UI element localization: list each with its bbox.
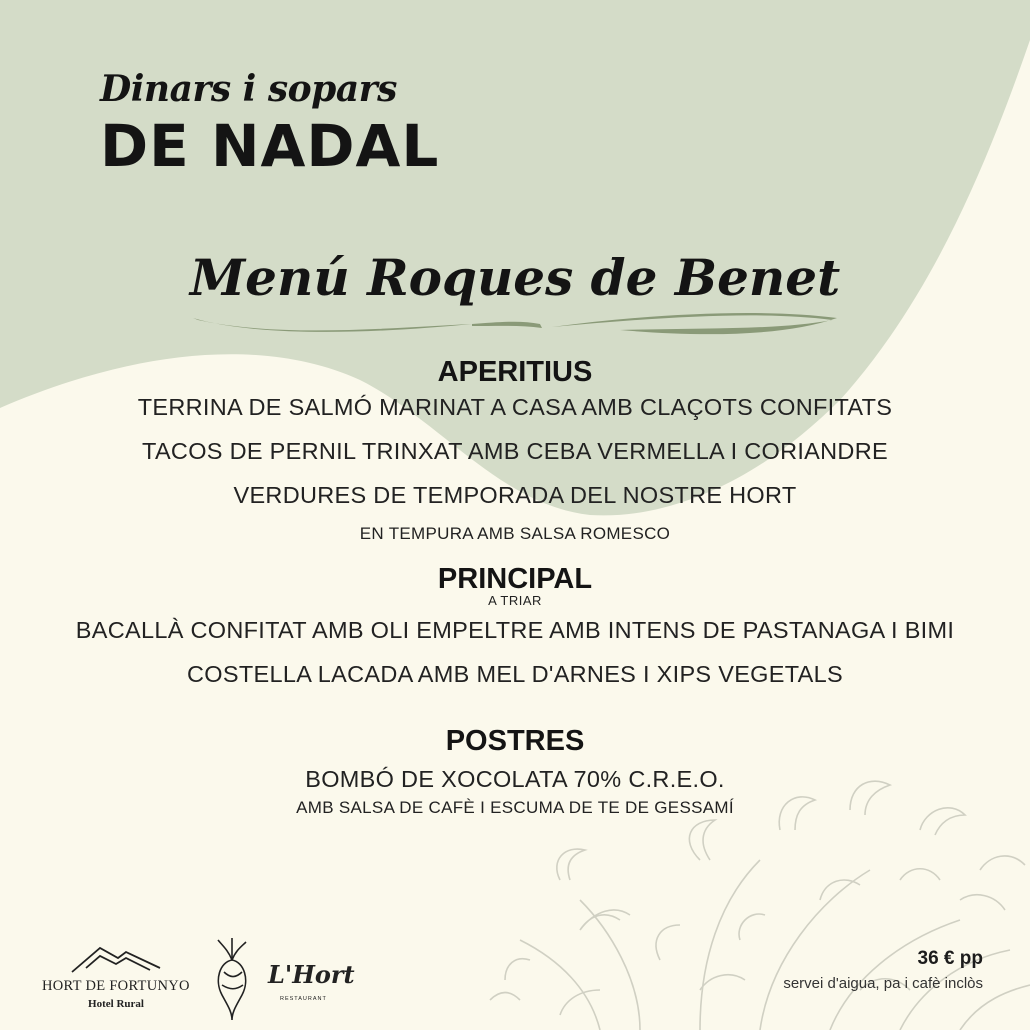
mountain-logo-icon [72, 948, 160, 972]
header-title: DE NADAL [100, 112, 440, 180]
section-title-postres: POSTRES [445, 725, 585, 757]
price-note: servei d'aigua, pa i cafè inclòs [783, 975, 983, 992]
price: 36 € pp [917, 948, 983, 969]
dish-item: BOMBÓ DE XOCOLATA 70% C.R.E.O. [305, 766, 725, 792]
dish-item: COSTELLA LACADA AMB MEL D'ARNES I XIPS VEGETALS [187, 661, 843, 687]
dish-item: VERDURES DE TEMPORADA DEL NOSTRE HORT [233, 482, 797, 508]
dish-item: TERRINA DE SALMÓ MARINAT A CASA AMB CLAÇOTS CONFITATS [137, 394, 893, 420]
dish-note: EN TEMPURA AMB SALSA ROMESCO [359, 524, 671, 543]
restaurant-subtitle: RESTAURANT [280, 996, 327, 1002]
dish-item: TACOS DE PERNIL TRINXAT AMB CEBA VERMELLA I CORIANDRE [142, 438, 888, 464]
menu-name: Menú Roques de Benet [189, 248, 841, 307]
beetroot-icon [218, 938, 246, 1020]
hotel-name: HORT DE FORTUNYO [42, 978, 190, 994]
dish-item: BACALLÀ CONFITAT AMB OLI EMPELTRE AMB INTENS DE PASTANAGA I BIMI [75, 617, 955, 643]
header-subtitle: Dinars i sopars [100, 68, 397, 110]
tree-illustration-icon [490, 781, 1030, 1030]
section-title-principal: PRINCIPAL [437, 563, 593, 595]
dish-note: AMB SALSA DE CAFÈ I ESCUMA DE TE DE GESSAMÍ [296, 798, 734, 817]
restaurant-name: L'Hort [268, 960, 355, 989]
hotel-subtitle: Hotel Rural [88, 998, 144, 1010]
section-title-aperitius: APERITIUS [437, 356, 593, 388]
section-subtitle-principal: A TRIAR [488, 593, 542, 608]
